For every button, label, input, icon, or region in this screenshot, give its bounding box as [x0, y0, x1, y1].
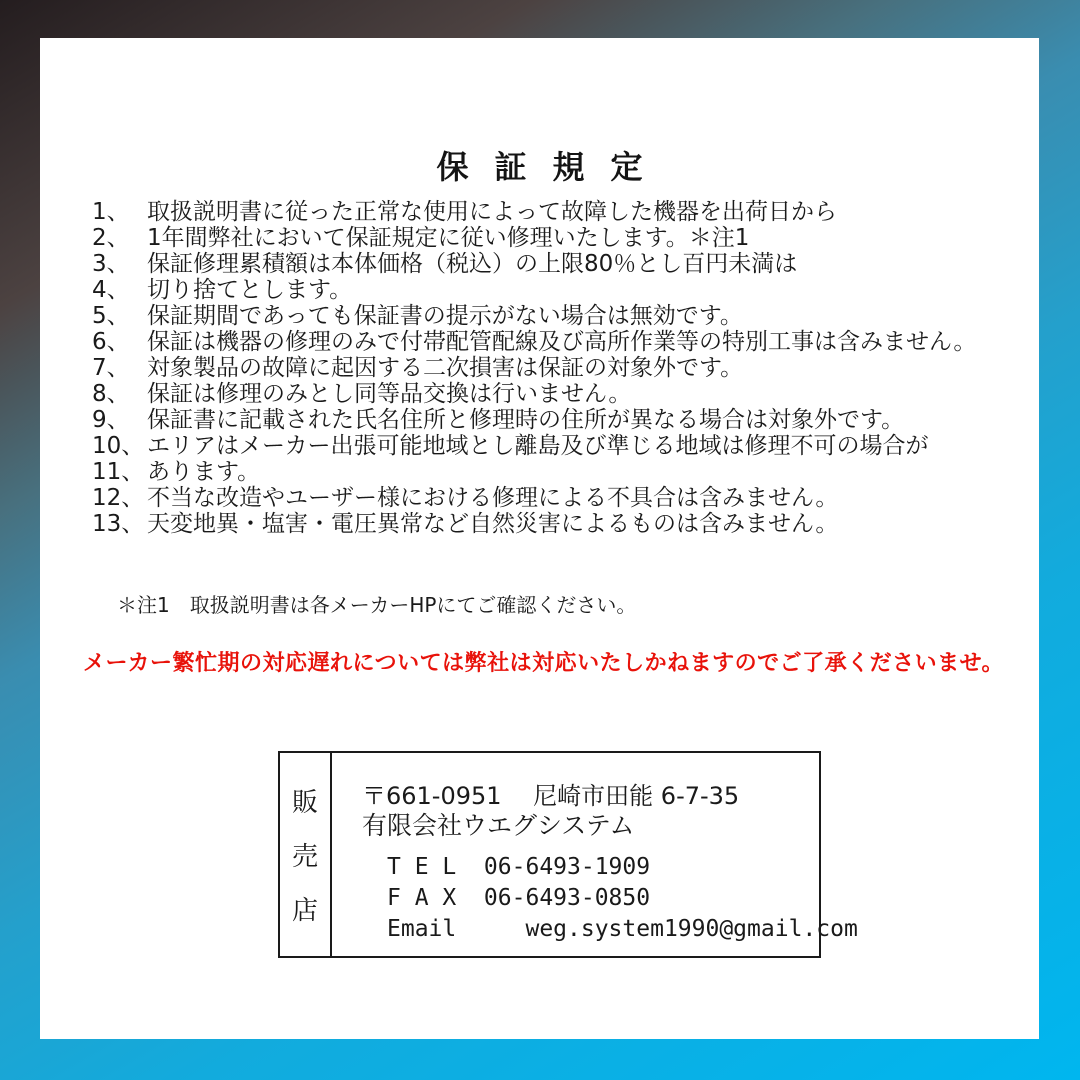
item-number: 9、 [92, 407, 130, 433]
page-title: 保証規定 [436, 148, 669, 186]
item-text: あります。 [147, 459, 261, 485]
dealer-vertical-label [280, 753, 332, 956]
list-item [92, 329, 1029, 355]
item-text: 不当な改造やユーザー様における修理による不具合は含みません。 [147, 485, 839, 511]
item-number: 6、 [92, 329, 130, 355]
item-number: 13、 [92, 511, 145, 537]
item-text: 保証修理累積額は本体価格（税込）の上限80％とし百円未満は [147, 251, 798, 277]
dealer-fax: F A X 06-6493-0850 [387, 885, 651, 911]
busy-season-notice: メーカー繁忙期の対応遅れについては弊社は対応いたしかねますのでご了承くださいませ。 [83, 651, 1004, 676]
item-text: 対象製品の故障に起因する二次損害は保証の対象外です。 [147, 355, 744, 381]
item-text: 保証期間であっても保証書の提示がない場合は無効です。 [147, 303, 743, 329]
item-text: エリアはメーカー出張可能地域とし離島及び準じる地域は修理不可の場合が [147, 433, 929, 459]
dealer-details [332, 753, 858, 956]
item-text: 保証は機器の修理のみで付帯配管配線及び高所作業等の特別工事は含みません。 [147, 329, 977, 355]
list-item [92, 381, 1029, 407]
dealer-label-char: 販 [291, 788, 318, 818]
list-item [92, 199, 1029, 225]
item-number: 10、 [92, 433, 145, 459]
item-text: 取扱説明書に従った正常な使用によって故障した機器を出荷日から [147, 199, 837, 225]
dealer-label-char: 売 [291, 842, 318, 872]
item-text: 天変地異・塩害・電圧異常など自然災害によるものは含みません。 [147, 511, 839, 537]
item-text: 保証書に記載された氏名住所と修理時の住所が異なる場合は対象外です。 [147, 407, 905, 433]
item-number: 7、 [92, 355, 130, 381]
list-item [92, 277, 1029, 303]
list-item [92, 407, 1029, 433]
dealer-contact-list [362, 852, 858, 945]
item-number: 2、 [92, 225, 130, 251]
list-item [92, 303, 1029, 329]
item-number: 5、 [92, 303, 130, 329]
list-item [92, 511, 1029, 537]
list-item [92, 433, 1029, 459]
dealer-postal-address: 〒661-0951 尼崎市田能 6-7-35 [362, 782, 740, 810]
dealer-email: Email weg.system1990@gmail.com [387, 916, 858, 942]
item-number: 3、 [92, 251, 130, 277]
item-number: 1、 [92, 199, 130, 225]
dealer-tel: T E L 06-6493-1909 [387, 854, 651, 880]
item-text: 1年間弊社において保証規定に従い修理いたします。＊注1 [147, 225, 750, 251]
list-item [92, 485, 1029, 511]
footnote-note1: ＊注1 取扱説明書は各メーカーHPにてご確認ください。 [117, 593, 637, 617]
item-number: 11、 [92, 459, 145, 485]
list-item [92, 225, 1029, 251]
item-text: 保証は修理のみとし同等品交換は行いません。 [147, 381, 632, 407]
list-item [92, 459, 1029, 485]
item-text: 切り捨てとします。 [147, 277, 353, 303]
warranty-terms-list [92, 199, 1029, 537]
item-number: 12、 [92, 485, 145, 511]
item-number: 4、 [92, 277, 130, 303]
list-item [92, 355, 1029, 381]
dealer-company-name: 有限会社ウエグシステム [362, 811, 635, 840]
list-item [92, 251, 1029, 277]
dealer-label-char: 店 [291, 896, 318, 926]
dealer-info-box [278, 751, 858, 958]
warranty-document-card [40, 38, 1039, 1039]
item-number: 8、 [92, 381, 130, 407]
